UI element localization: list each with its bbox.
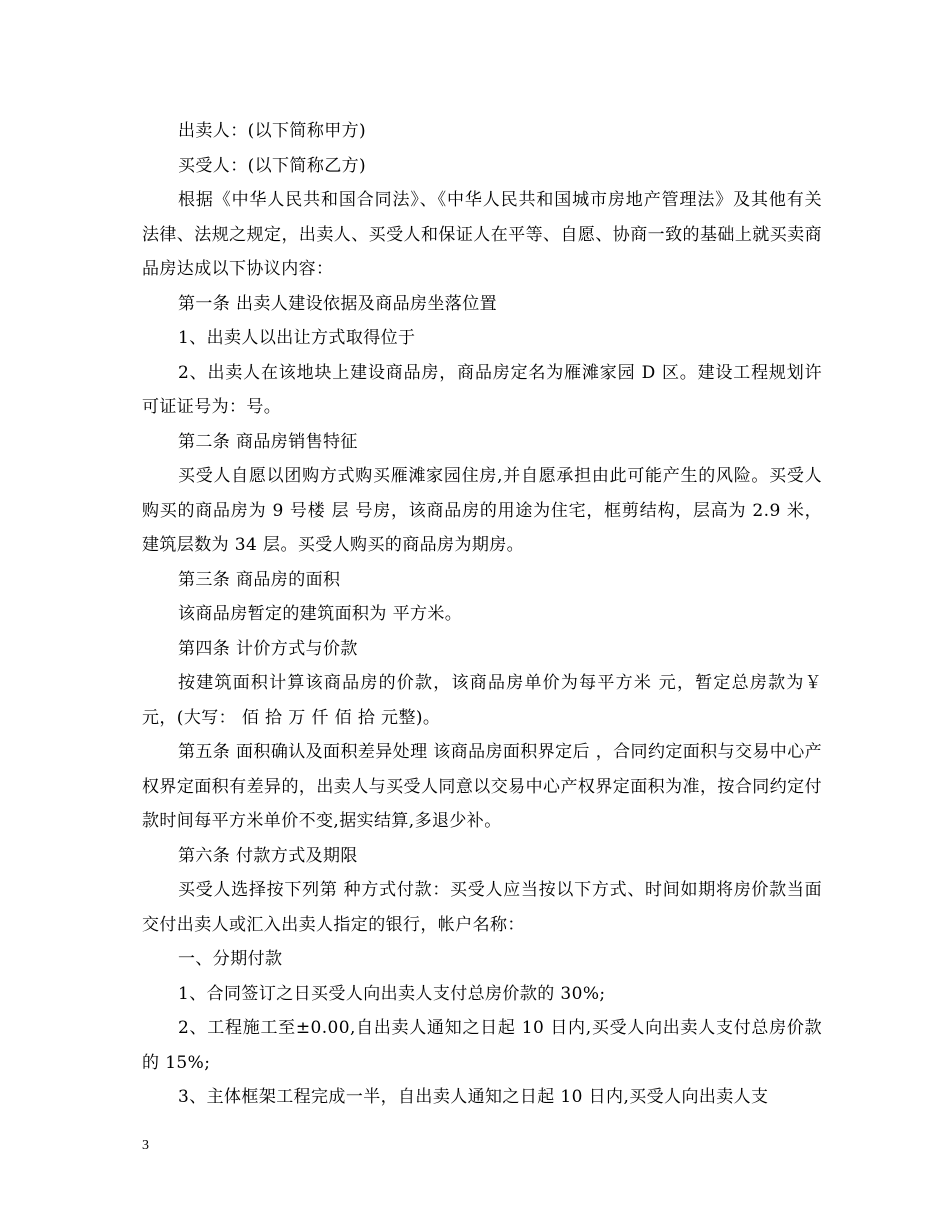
installment-heading: 一、分期付款 bbox=[178, 949, 283, 969]
article-5-body: 第五条 面积确认及面积差异处理 该商品房面积界定后 ，合同约定面积与交易中心产权界定面积有差异的，出卖人与买受人同意以交易中心产权界定面积为准，按合同约定付款时间每平方米单价不变,据实结算,多退少补。 bbox=[142, 742, 822, 831]
article-6-heading: 第六条 付款方式及期限 bbox=[178, 845, 358, 866]
article-6-body: 买受人选择按下列第 种方式付款：买受人应当按以下方式、时间如期将房价款当面交付出卖人或汇入出卖人指定的银行，帐户名称： bbox=[142, 880, 822, 935]
paragraph-buyer: 买受人：(以下简称乙方) bbox=[178, 155, 367, 176]
article-2-heading: 第二条 商品房销售特征 bbox=[178, 431, 358, 452]
article-4-heading: 第四条 计价方式与价款 bbox=[178, 638, 358, 659]
paragraph-seller: 出卖人：(以下简称甲方) bbox=[178, 121, 367, 141]
article-2-body: 买受人自愿以团购方式购买雁滩家园住房,并自愿承担由此可能产生的风险。买受人购买的商品房为 9 号楼 层 号房，该商品房的用途为住宅，框剪结构，层高为 2.9 米，建筑层数为 34 层。买受人购买的商品房为期房。 bbox=[142, 466, 822, 555]
article-3-body: 该商品房暂定的建筑面积为 平方米。 bbox=[178, 604, 463, 624]
article-3-heading: 第三条 商品房的面积 bbox=[178, 569, 341, 590]
installment-item-3: 3、主体框架工程完成一半，自出卖人通知之日起 10 日内,买受人向出卖人支 bbox=[178, 1087, 769, 1107]
installment-item-2: 2、工程施工至±0.00,自出卖人通知之日起 10 日内,买受人向出卖人支付总房价款的 15%; bbox=[142, 1018, 822, 1073]
article-1-clause-2: 2、出卖人在该地块上建设商品房，商品房定名为雁滩家园 D 区。建设工程规划许可证证号为：号。 bbox=[142, 362, 822, 417]
document-body bbox=[142, 114, 822, 1115]
paragraph-preamble: 根据《中华人民共和国合同法》、《中华人民共和国城市房地产管理法》及其他有关法律、法规之规定，出卖人、买受人和保证人在平等、自愿、协商一致的基础上就买卖商品房达成以下协议内容： bbox=[142, 190, 822, 279]
article-4-body: 按建筑面积计算该商品房的价款，该商品房单价为每平方米 元，暂定总房款为￥ 元，(大写： 佰 拾 万 仟 佰 拾 元整)。 bbox=[142, 673, 822, 728]
page-number: 3 bbox=[142, 1138, 149, 1153]
installment-item-1: 1、合同签订之日买受人向出卖人支付总房价款的 30%; bbox=[178, 983, 606, 1004]
article-1-heading: 第一条 出卖人建设依据及商品房坐落位置 bbox=[178, 293, 498, 314]
article-1-clause-1: 1、出卖人以出让方式取得位于 bbox=[178, 328, 416, 348]
